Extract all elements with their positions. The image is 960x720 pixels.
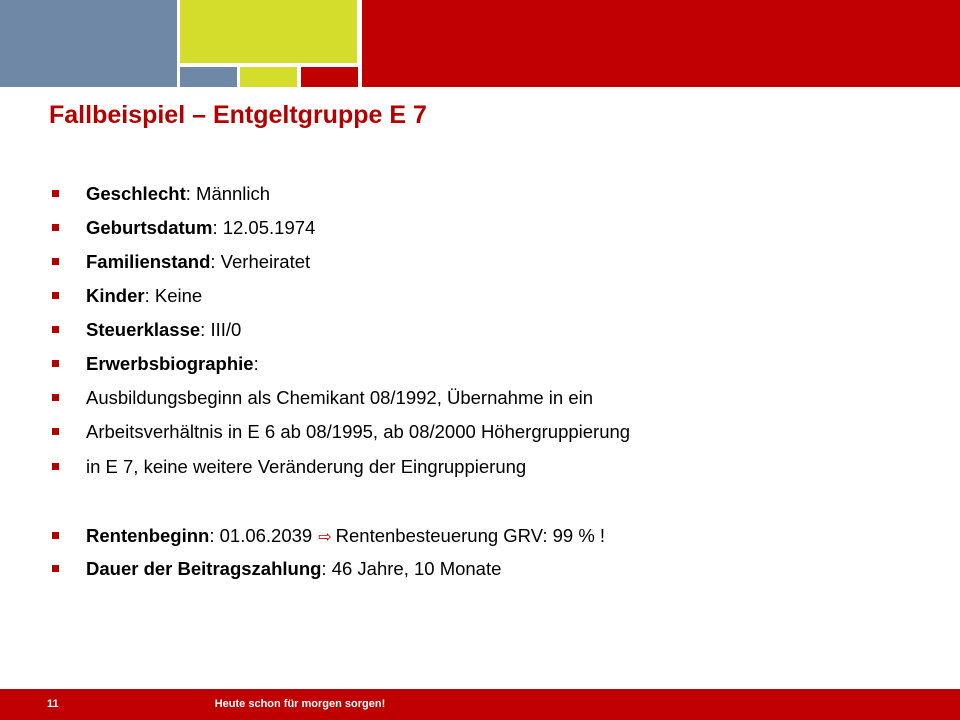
bullet-item — [49, 183, 270, 205]
bullet-text: : Männlich — [185, 183, 271, 204]
bullet-item — [49, 319, 241, 341]
bullet-item — [49, 456, 526, 478]
bullet-square-icon — [52, 190, 59, 197]
bullet-text: Ausbildungsbeginn als Chemikant 08/1992, Übernahme in ein — [86, 387, 594, 408]
bullet-item — [49, 285, 202, 307]
bullet-square-icon — [52, 224, 59, 231]
bullet-label: Steuerklasse — [86, 319, 201, 340]
bullet-text-after: Rentenbesteuerung GRV: 99 % ! — [335, 525, 606, 546]
page-number: 11 — [47, 698, 59, 710]
bullet-label: Geschlecht — [86, 183, 186, 204]
header-small-red — [301, 67, 358, 87]
bullet-text: : 01.06.2039 — [209, 525, 313, 546]
bullet-item — [49, 251, 310, 273]
bullet-square-icon — [52, 463, 59, 470]
bullet-square-icon — [52, 565, 59, 572]
header-small-lime — [240, 67, 297, 87]
header-block-lime — [180, 0, 357, 63]
bullet-square-icon — [52, 258, 59, 265]
bullet-item — [49, 353, 259, 375]
right-arrow-icon: ⇨ — [318, 529, 332, 546]
bullet-square-icon — [52, 532, 59, 539]
bullet-square-icon — [52, 394, 59, 401]
bullet-square-icon — [52, 428, 59, 435]
header-small-slate — [180, 67, 237, 87]
bullet-text: : III/0 — [200, 319, 242, 340]
footer-slogan: Heute schon für morgen sorgen! — [214, 698, 386, 710]
slide-title: Fallbeispiel – Entgeltgruppe E 7 — [49, 101, 427, 129]
header-block-slate — [0, 0, 177, 87]
bullet-item — [49, 217, 315, 239]
bullet-square-icon — [52, 292, 59, 299]
bullet-label: Dauer der Beitragszahlung — [86, 558, 322, 579]
bullet-item — [49, 558, 501, 580]
bullet-text: Arbeitsverhältnis in E 6 ab 08/1995, ab 08/2000 Höhergruppierung — [86, 421, 631, 442]
bullet-label: Familienstand — [86, 251, 211, 272]
bullet-label: Geburtsdatum — [86, 217, 213, 238]
bullet-text: in E 7, keine weitere Veränderung der Eingruppierung — [86, 456, 527, 477]
bullet-item — [49, 387, 593, 409]
bullet-item — [49, 421, 630, 443]
footer-bar — [0, 689, 960, 720]
bullet-text: : Verheiratet — [210, 251, 311, 272]
bullet-square-icon — [52, 360, 59, 367]
header-block-red — [362, 0, 960, 87]
bullet-text: : 12.05.1974 — [212, 217, 316, 238]
bullet-label: Kinder — [86, 285, 145, 306]
bullet-text: : — [253, 353, 259, 374]
bullet-square-icon — [52, 326, 59, 333]
bullet-label: Rentenbeginn — [86, 525, 210, 546]
bullet-text: : 46 Jahre, 10 Monate — [321, 558, 502, 579]
bullet-text: : Keine — [144, 285, 203, 306]
bullet-label: Erwerbsbiographie — [86, 353, 254, 374]
bullet-item — [49, 525, 605, 549]
